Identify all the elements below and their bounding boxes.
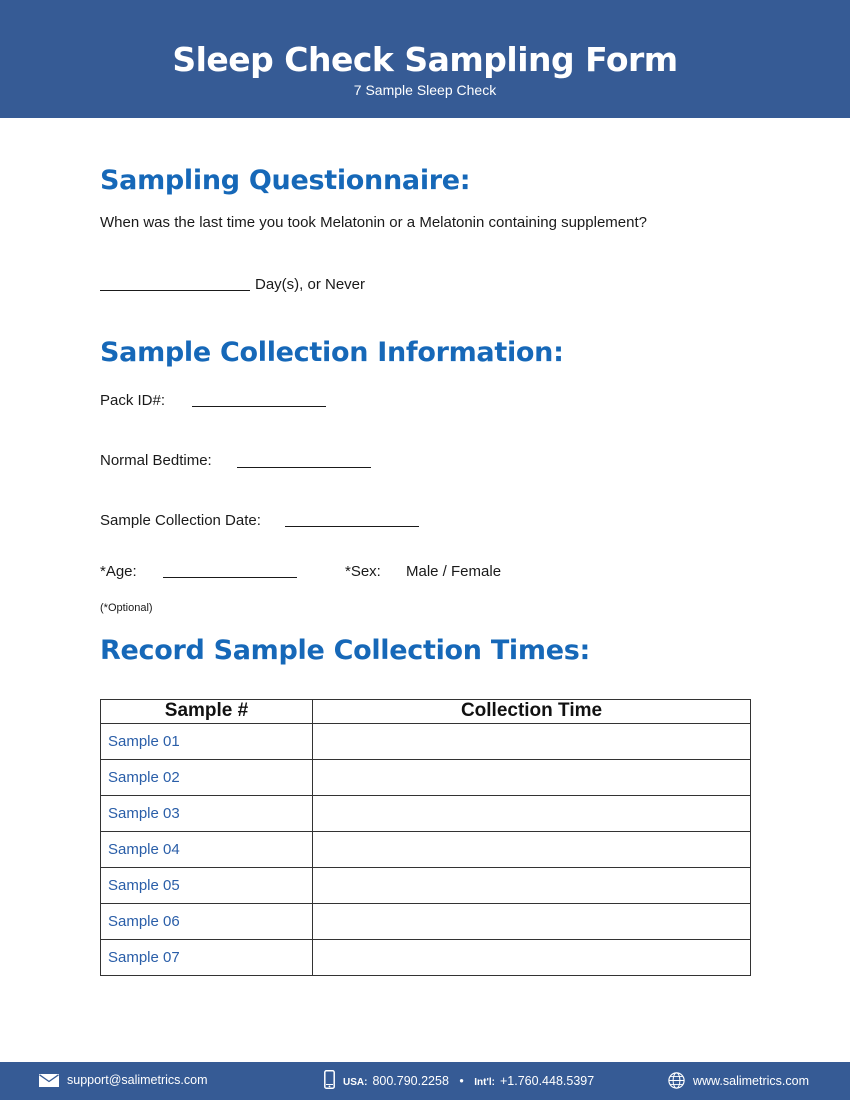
- table-row: [101, 760, 751, 796]
- melatonin-days-field[interactable]: [100, 290, 250, 291]
- table-header-row: [101, 700, 751, 724]
- table-row: [101, 832, 751, 868]
- bedtime-field[interactable]: [237, 467, 371, 468]
- table-row: [101, 796, 751, 832]
- sample-label: Sample 04: [101, 832, 313, 868]
- sample-label: Sample 07: [101, 940, 313, 976]
- collection-times-table: [100, 699, 751, 976]
- collection-time-cell[interactable]: [313, 760, 751, 796]
- collection-date-label: Sample Collection Date:: [100, 512, 261, 529]
- bullet-separator: •: [459, 1074, 464, 1088]
- table-row: [101, 940, 751, 976]
- usa-label: USA:: [343, 1077, 368, 1088]
- footer-bar: [0, 1062, 850, 1100]
- collection-date-field[interactable]: [285, 526, 419, 527]
- collection-time-cell[interactable]: [313, 832, 751, 868]
- footer-website[interactable]: [668, 1072, 809, 1089]
- age-label: *Age:: [100, 563, 137, 580]
- page-title: Sleep Check Sampling Form: [172, 40, 678, 79]
- record-times-heading: Record Sample Collection Times:: [100, 635, 591, 666]
- intl-phone: +1.760.448.5397: [499, 1074, 595, 1088]
- collection-time-cell[interactable]: [313, 724, 751, 760]
- mail-icon: [39, 1074, 59, 1087]
- sample-label: Sample 05: [101, 868, 313, 904]
- sample-label: Sample 06: [101, 904, 313, 940]
- table-row: [101, 904, 751, 940]
- header-banner: [0, 0, 850, 118]
- sample-label: Sample 01: [101, 724, 313, 760]
- collection-time-cell[interactable]: [313, 940, 751, 976]
- intl-label: Int'l:: [474, 1077, 495, 1088]
- sample-label: Sample 03: [101, 796, 313, 832]
- melatonin-question: When was the last time you took Melatonin or a Melatonin containing supplement?: [100, 214, 647, 231]
- sex-options[interactable]: Male / Female: [406, 563, 502, 580]
- table-row: [101, 868, 751, 904]
- column-header-collection-time: Collection Time: [313, 700, 751, 724]
- sample-label: Sample 02: [101, 760, 313, 796]
- email-text: support@salimetrics.com: [67, 1073, 208, 1087]
- page-subtitle: 7 Sample Sleep Check: [353, 82, 497, 98]
- collection-time-cell[interactable]: [313, 904, 751, 940]
- usa-phone: 800.790.2258: [372, 1074, 449, 1088]
- footer-email[interactable]: [39, 1073, 208, 1087]
- sex-label: *Sex:: [345, 563, 381, 580]
- phone-icon: [324, 1070, 335, 1089]
- website-text: www.salimetrics.com: [693, 1073, 809, 1088]
- questionnaire-heading: Sampling Questionnaire:: [100, 165, 471, 196]
- table-row: [101, 724, 751, 760]
- column-header-sample: Sample #: [101, 700, 313, 724]
- bedtime-label: Normal Bedtime:: [100, 452, 212, 469]
- pack-id-field[interactable]: [192, 406, 326, 407]
- collection-time-cell[interactable]: [313, 796, 751, 832]
- optional-note: (*Optional): [100, 602, 153, 614]
- melatonin-days-suffix: Day(s), or Never: [255, 276, 366, 293]
- globe-icon: [668, 1072, 685, 1089]
- footer-phone[interactable]: [324, 1070, 594, 1089]
- collection-time-cell[interactable]: [313, 868, 751, 904]
- collection-info-heading: Sample Collection Information:: [100, 337, 564, 368]
- age-field[interactable]: [163, 577, 297, 578]
- pack-id-label: Pack ID#:: [100, 392, 166, 409]
